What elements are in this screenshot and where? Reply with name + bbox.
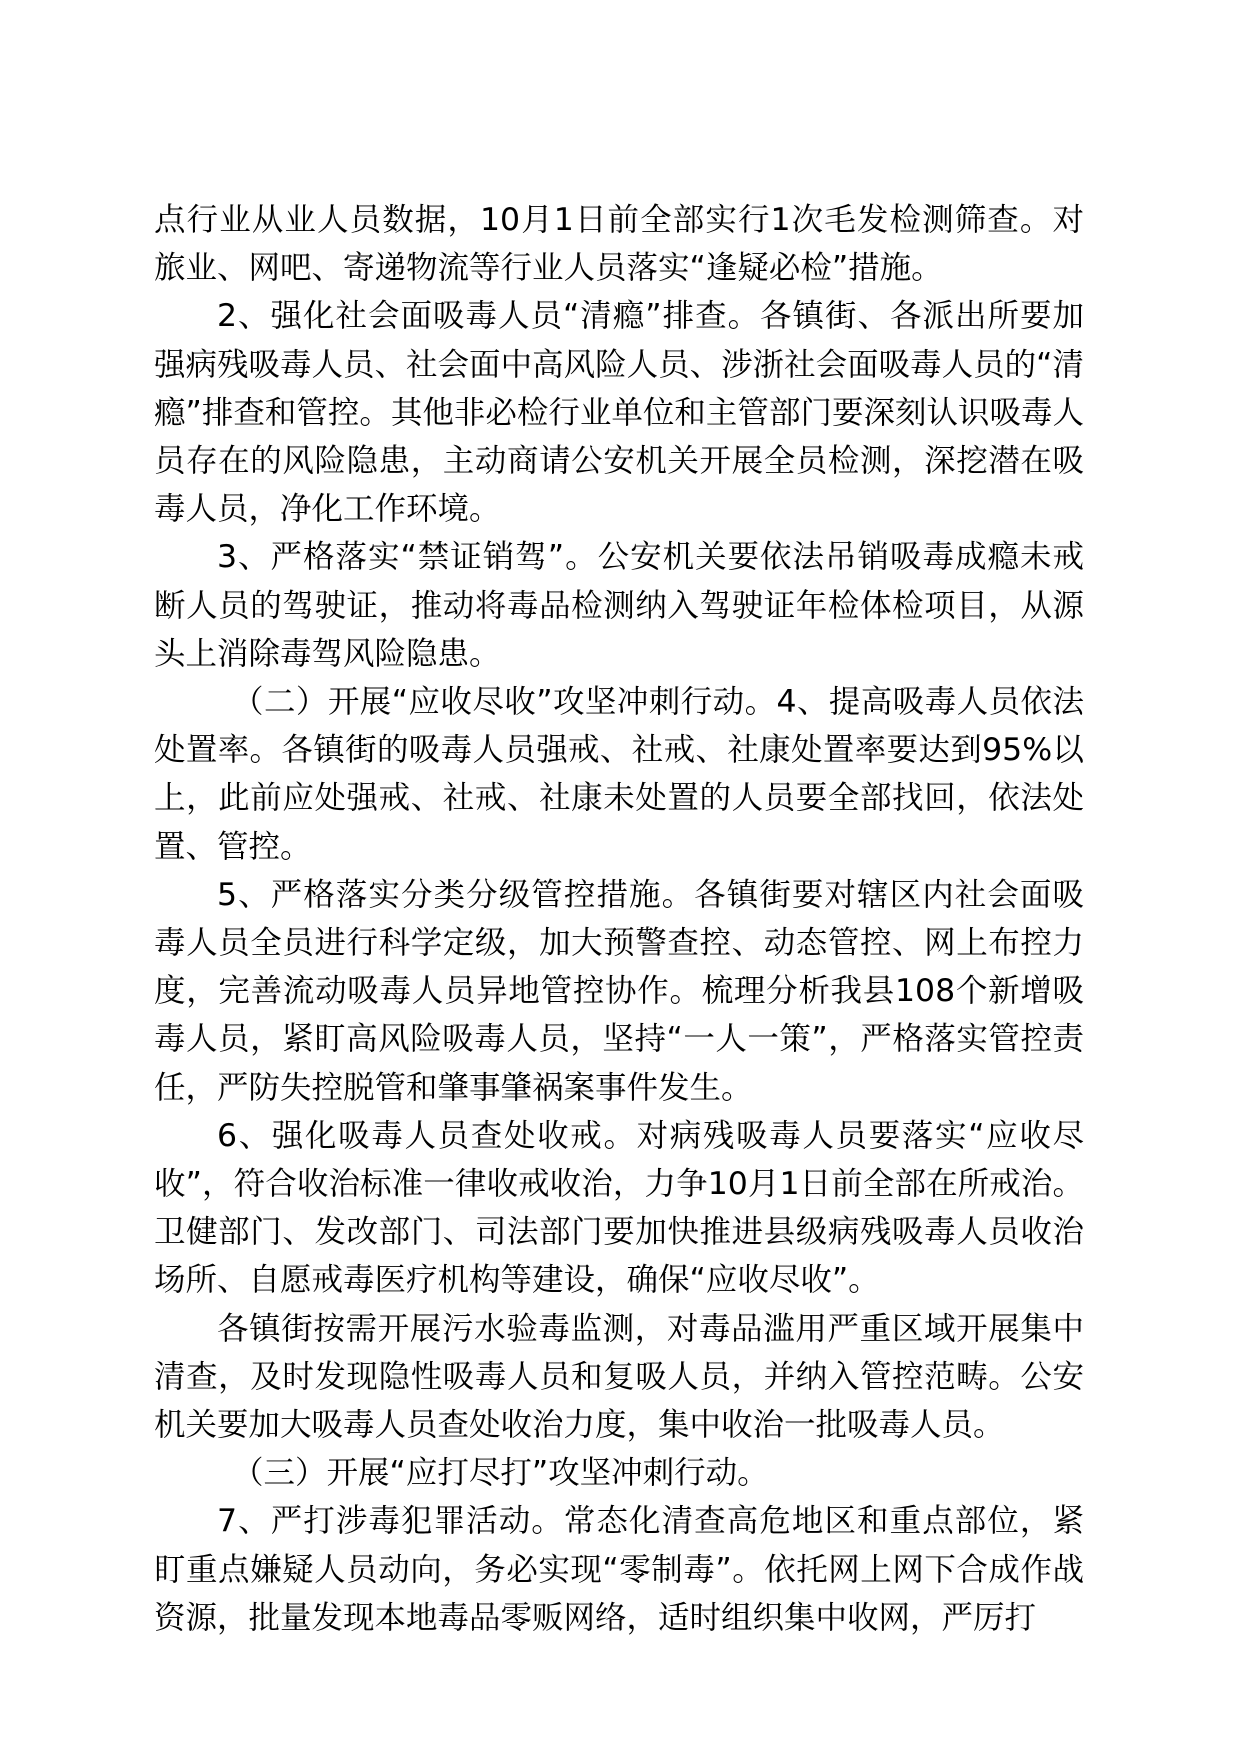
paragraph-item-6: 6、强化吸毒人员查处收戒。对病残吸毒人员要落实“应收尽收”，符合收治标准一律收戒收治，力争10月1日前全部在所戒治。卫健部门、发改部门、司法部门要加快推进县级病残吸毒人员收治场所、自愿戒毒医疗机构等建设，确保“应收尽收”。	[154, 1117, 1084, 1299]
paragraph-continuation: 点行业从业人员数据，10月1日前全部实行1次毛发检测筛查。对旅业、网吧、寄递物流等行业人员落实“逢疑必检”措施。	[154, 202, 1084, 287]
paragraph-item-7: 7、严打涉毒犯罪活动。常态化清查高危地区和重点部位，紧盯重点嫌疑人员动向，务必实现“零制毒”。依托网上网下合成作战资源，批量发现本地毒品零贩网络，适时组织集中收网，严厉打	[154, 1503, 1084, 1636]
paragraph-item-2: 2、强化社会面吸毒人员“清瘾”排查。各镇街、各派出所要加强病残吸毒人员、社会面中高风险人员、涉浙社会面吸毒人员的“清瘾”排查和管控。其他非必检行业单位和主管部门要深刻认识吸毒人员存在的风险隐患，主动商请公安机关开展全员检测，深挖潜在吸毒人员，净化工作环境。	[154, 298, 1084, 528]
paragraph-section-3: （三）开展“应打尽打”攻坚冲刺行动。	[232, 1455, 769, 1492]
document-body	[154, 196, 1084, 1642]
paragraph-item-3: 3、严格落实“禁证销驾”。公安机关要依法吊销吸毒成瘾未戒断人员的驾驶证，推动将毒品检测纳入驾驶证年检体检项目，从源头上消除毒驾风险隐患。	[154, 539, 1084, 672]
paragraph-section-2: （二）开展“应收尽收”攻坚冲刺行动。4、提高吸毒人员依法处置率。各镇街的吸毒人员强戒、社戒、社康处置率要达到95%以上，此前应处强戒、社戒、社康未处置的人员要全部找回，依法处置、管控。	[154, 684, 1084, 865]
paragraph-item-5: 5、严格落实分类分级管控措施。各镇街要对辖区内社会面吸毒人员全员进行科学定级，加大预警查控、动态管控、网上布控力度，完善流动吸毒人员异地管控协作。梳理分析我县108个新增吸毒人员，紧盯高风险吸毒人员，坚持“一人一策”，严格落实管控责任，严防失控脱管和肇事肇祸案事件发生。	[154, 876, 1084, 1106]
paragraph-sewage-monitoring: 各镇街按需开展污水验毒监测，对毒品滥用严重区域开展集中清查，及时发现隐性吸毒人员和复吸人员，并纳入管控范畴。公安机关要加大吸毒人员查处收治力度，集中收治一批吸毒人员。	[154, 1310, 1084, 1444]
